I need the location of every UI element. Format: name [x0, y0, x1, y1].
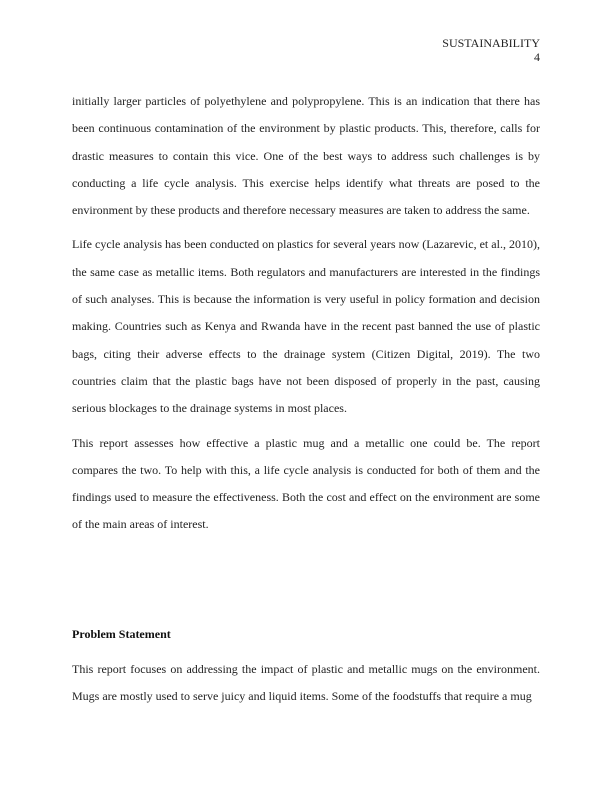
page-number: 4 [534, 50, 540, 64]
paragraph-1: initially larger particles of polyethylene and polypropylene. This is an indication that there has been continuous contamination of the environment by plastic products. This, therefore, calls for drastic measures to contain this vice. One of the best ways to address such challenges is by conducting a life cycle analysis. This exercise helps identify what threats are posed to the environment by these products and therefore necessary measures are taken to address the same. [72, 94, 540, 218]
body-text [72, 88, 540, 546]
paragraph-2: Life cycle analysis has been conducted on plastics for several years now (Lazarevic, et al., 2010), the same case as metallic items. Both regulators and manufacturers are interested in the findings of such analyses. This is because the information is very useful in policy formation and decision making. Countries such as Kenya and Rwanda have in the recent past banned the use of plastic bags, citing their adverse effects to the drainage system (Citizen Digital, 2019). The two countries claim that the plastic bags have not been disposed of properly in the past, causing serious blockages to the drainage systems in most places. [72, 237, 540, 416]
section-body [72, 656, 540, 718]
running-head [442, 36, 540, 64]
paragraph-3: This report assesses how effective a plastic mug and a metallic one could be. The report compares the two. To help with this, a life cycle analysis is conducted for both of them and the findings used to measure the effectiveness. Both the cost and effect on the environment are some of the main areas of interest. [72, 435, 540, 532]
section-paragraph: This report focuses on addressing the impact of plastic and metallic mugs on the environment. Mugs are mostly used to serve juicy and liquid items. Some of the foodstuffs that require a mug [72, 662, 540, 704]
running-title: SUSTAINABILITY [442, 36, 540, 50]
section-heading: Problem Statement [72, 627, 171, 641]
